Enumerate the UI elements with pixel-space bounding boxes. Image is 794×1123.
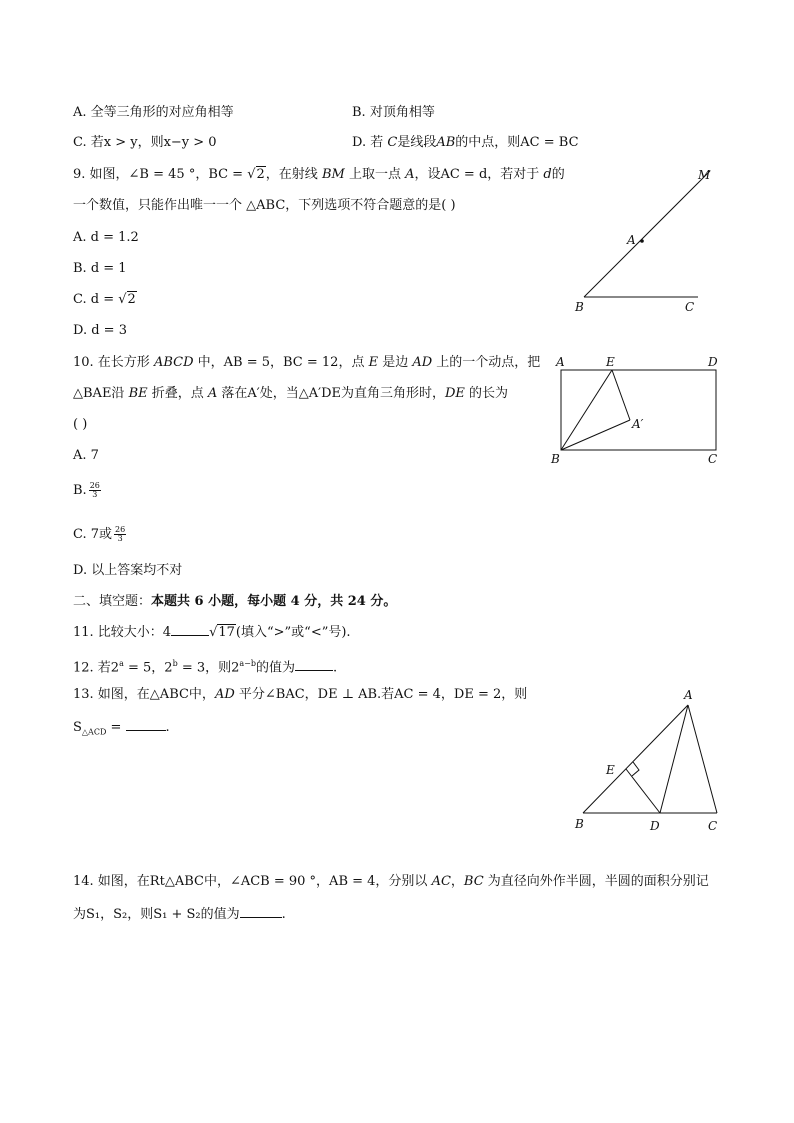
q10-stem-line3: ( )	[73, 417, 88, 432]
q10-figure	[550, 352, 725, 470]
answer-blank	[240, 905, 282, 918]
label-b: B	[575, 300, 584, 314]
label-a: A	[627, 233, 636, 247]
q10-stem-line1: 10. 在长方形 ABCD 中，AB = 5，BC = 12，点 E 是边 AD 上的一个动点，把	[73, 355, 541, 370]
label-a-prime: A′	[632, 417, 644, 431]
q8-option-a: A. 全等三角形的对应角相等	[73, 105, 234, 120]
answer-blank	[171, 623, 209, 636]
q9-stem-line2: 一个数值，只能作出唯一一个 △ABC，下列选项不符合题意的是( )	[73, 198, 456, 213]
answer-blank	[126, 718, 166, 731]
right-angle-mark	[632, 762, 639, 776]
q11-stem: 11. 比较大小：4 √17(填入“>”或“<”号).	[73, 625, 351, 640]
q10-option-b: B. $\frac{26}{3}$	[73, 481, 100, 499]
answer-blank	[295, 658, 333, 671]
sqrt-symbol: √17	[209, 625, 235, 640]
label-e: E	[606, 355, 615, 369]
q9-option-a: A. d = 1.2	[73, 230, 139, 245]
ray-bm	[584, 171, 710, 297]
label-b: B	[575, 817, 584, 831]
q8-option-d: D. 若 C是线段AB的中点，则AC = BC	[352, 135, 579, 150]
label-b: B	[551, 452, 560, 466]
label-c: C	[685, 300, 695, 314]
segment-be	[561, 370, 612, 450]
sqrt-symbol: √2	[118, 292, 136, 307]
q9-option-d: D. d = 3	[73, 323, 127, 338]
q13-stem-line1: 13. 如图，在△ABC中，AD 平分∠BAC，DE ⊥ AB.若AC = 4，DE = 2，则	[73, 687, 528, 702]
sqrt-symbol: √2	[247, 167, 265, 182]
q14-stem-line1: 14. 如图，在Rt△ABC中，∠ACB = 90 °，AB = 4，分别以 AC，BC 为直径向外作半圆，半圆的面积分别记	[73, 874, 709, 889]
q10-option-a: A. 7	[73, 448, 99, 463]
q9-figure	[570, 165, 720, 315]
fraction: $\frac{26}{3}$	[89, 481, 100, 499]
label-c: C	[708, 819, 718, 833]
q13-stem-line2: $S_{\triangle ACD}$ = .	[73, 720, 170, 737]
segment-ac	[688, 705, 717, 813]
label-c: C	[708, 452, 718, 466]
segment-ba	[583, 705, 688, 813]
q12-stem: 12. 若$2^a = 5$，$2^b = 3$，则$2^{a-b}$的值为 .	[73, 659, 338, 676]
q10-option-c: C. 7或 $\frac{26}{3}$	[73, 525, 126, 543]
label-m: M	[698, 168, 711, 182]
section-heading-fill-in: 二、填空题：本题共 6 小题，每小题 4 分，共 24 分。	[73, 594, 397, 609]
q8-option-c: C. 若x > y，则x−y > 0	[73, 135, 217, 150]
fraction: $\frac{26}{3}$	[115, 525, 126, 543]
q9-option-b: B. d = 1	[73, 261, 127, 276]
label-a: A	[556, 355, 565, 369]
segment-ad	[660, 705, 688, 813]
q13-figure	[570, 685, 725, 835]
label-a: A	[684, 688, 693, 702]
rectangle-abcd	[561, 370, 716, 450]
q10-option-d: D. 以上答案均不对	[73, 563, 183, 578]
q9-option-c: C. d = √2	[73, 292, 136, 307]
label-e: E	[606, 763, 615, 777]
segment-ba-prime	[561, 420, 630, 450]
segment-ea-prime	[612, 370, 630, 420]
label-d: D	[650, 819, 660, 833]
q9-stem-line1: 9. 如图，∠B = 45 °，BC = √2，在射线 BM 上取一点 A，设AC = d，若对于 d的	[73, 167, 565, 182]
segment-de	[626, 769, 660, 813]
q14-stem-line2: 为S₁，S₂，则S₁ + S₂的值为 .	[73, 907, 286, 922]
q8-option-b: B. 对顶角相等	[352, 105, 435, 120]
point-a-dot	[640, 239, 644, 243]
q10-stem-line2: △BAE沿 BE 折叠，点 A 落在A′处，当△A′DE为直角三角形时，DE 的长为	[73, 386, 509, 401]
label-d: D	[708, 355, 718, 369]
